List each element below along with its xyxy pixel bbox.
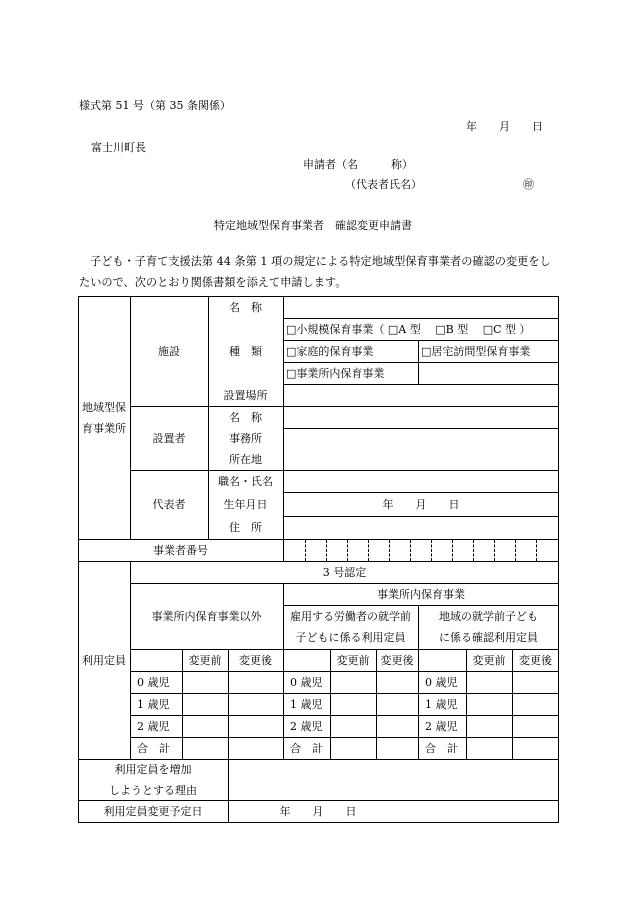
application-date: 年 月 日 bbox=[466, 120, 543, 133]
age-row-label: 0 歳児 bbox=[425, 675, 458, 689]
total-row-label: 合 計 bbox=[137, 741, 170, 755]
certification-label: 3 号認定 bbox=[322, 565, 367, 579]
after-header: 変更後 bbox=[519, 653, 552, 667]
body-line-2: たいので、次のとおり関係書類を添えて申請します。 bbox=[79, 276, 347, 289]
title-name-label: 職名・氏名 bbox=[218, 474, 273, 488]
birth-date-label: 生年月日 bbox=[223, 497, 268, 511]
representative-name-label: （代表者氏名） bbox=[345, 178, 422, 191]
in-office-label: 事業所内保育事業 bbox=[377, 587, 465, 601]
change-date-value: 年 月 日 bbox=[279, 804, 357, 818]
age-row-label: 0 歳児 bbox=[290, 675, 323, 689]
checkbox-home-based[interactable]: □家庭的保育事業 bbox=[286, 344, 374, 358]
before-header: 変更前 bbox=[472, 653, 506, 667]
change-date-label: 利用定員変更予定日 bbox=[103, 804, 203, 818]
community-children-label: 地域の就学前子ども に係る確認利用定員 bbox=[439, 610, 538, 644]
capacity-group-label: 利用定員 bbox=[82, 653, 126, 667]
before-header: 変更前 bbox=[188, 653, 222, 667]
body-paragraph bbox=[79, 251, 561, 293]
age-row-label: 2 歳児 bbox=[425, 719, 458, 733]
establisher-office-label: 事務所 所在地 bbox=[229, 432, 262, 466]
employee-children-label: 雇用する労働者の就学前 子どもに係る利用定員 bbox=[290, 610, 411, 644]
facility-location-label: 設置場所 bbox=[223, 388, 268, 402]
establisher-label: 設置者 bbox=[152, 431, 186, 445]
age-row-label: 1 歳児 bbox=[137, 697, 170, 711]
establisher-name-label: 名 称 bbox=[229, 410, 262, 424]
representative-label: 代表者 bbox=[152, 498, 186, 511]
facility-type-label: 種 類 bbox=[229, 344, 262, 358]
total-row-label: 合 計 bbox=[425, 741, 458, 755]
birth-date-value: 年 月 日 bbox=[382, 497, 460, 511]
seal-icon: ㊞ bbox=[523, 178, 534, 191]
form-number: 様式第 51 号（第 35 条関係） bbox=[79, 99, 231, 112]
checkbox-in-office[interactable]: □事業所内保育事業 bbox=[286, 366, 385, 380]
operator-number-label: 事業者番号 bbox=[153, 543, 208, 557]
non-in-office-label: 事業所内保育事業以外 bbox=[151, 609, 262, 623]
facility-name-label: 名 称 bbox=[229, 300, 262, 314]
checkbox-home-visit[interactable]: □居宅訪問型保育事業 bbox=[421, 344, 531, 358]
checkbox-small-scale[interactable]: □小規模保育事業（ □A 型 □B 型 □C 型 ） bbox=[286, 322, 531, 336]
age-row-label: 1 歳児 bbox=[425, 697, 458, 711]
after-header: 変更後 bbox=[239, 653, 272, 667]
body-line-1: 子ども・子育て支援法第 44 条第 1 項の規定による特定地域型保育事業者の確認の変更をし bbox=[90, 255, 551, 268]
age-row-label: 2 歳児 bbox=[290, 719, 323, 733]
age-row-label: 0 歳児 bbox=[137, 675, 170, 689]
document-title: 特定地域型保育事業者 確認変更申請書 bbox=[214, 219, 412, 232]
applicant-name-label: 申請者（名 称） bbox=[303, 158, 413, 171]
age-row-label: 1 歳児 bbox=[290, 697, 323, 711]
before-header: 変更前 bbox=[336, 653, 370, 667]
total-row-label: 合 計 bbox=[290, 741, 323, 755]
address-label: 住 所 bbox=[229, 521, 262, 534]
application-form-table bbox=[78, 296, 559, 823]
facility-label: 施設 bbox=[158, 344, 180, 358]
age-row-label: 2 歳児 bbox=[137, 719, 170, 733]
reason-label: 利用定員を増加 しようとする理由 bbox=[109, 762, 197, 797]
after-header: 変更後 bbox=[380, 653, 414, 667]
office-group-label: 地域型保 育事業所 bbox=[82, 400, 126, 435]
addressee: 富士川町長 bbox=[91, 141, 146, 154]
